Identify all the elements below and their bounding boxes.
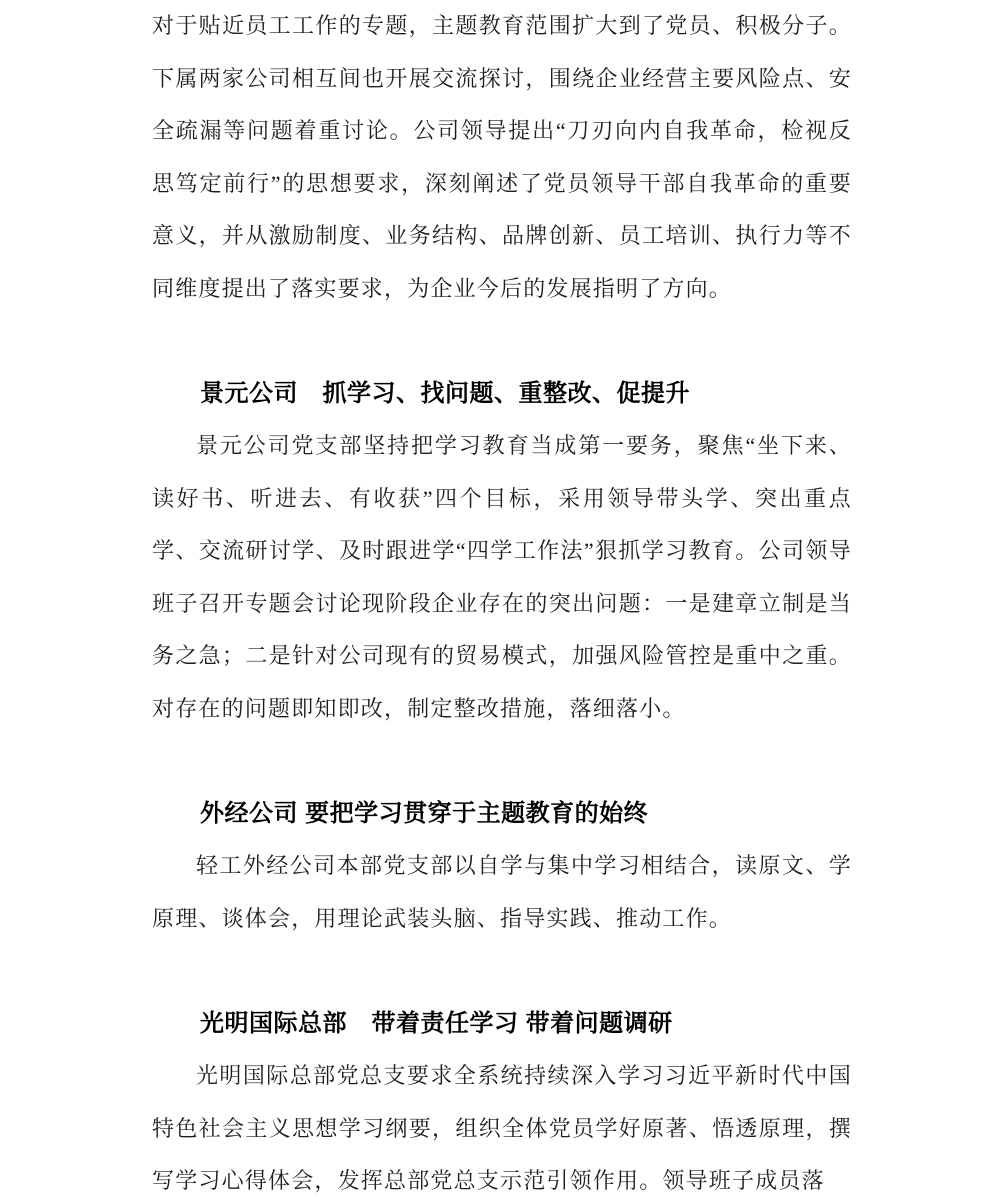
- paragraph-waijing-company: 轻工外经公司本部党支部以自学与集中学习相结合，读原文、学原理、谈体会，用理论武装头脑、指导实践、推动工作。: [152, 853, 852, 931]
- section-heading-waijing-company: 外经公司 要把学习贯穿于主题教育的始终: [200, 799, 649, 827]
- paragraph-jingyuan-company: 景元公司党支部坚持把学习教育当成第一要务，聚焦“坐下来、读好书、听进去、有收获”四个目标，采用领导带头学、突出重点学、交流研讨学、及时跟进学“四学工作法”狠抓学习教育。公司领导班子召开专题会讨论现阶段企业存在的突出问题：一是建章立制是当务之急；二是针对公司现有的贸易模式，加强风险管控是重中之重。对存在的问题即知即改，制定整改措施，落细落小。: [152, 433, 852, 721]
- paragraph-continuation-theme-education: 对于贴近员工工作的专题，主题教育范围扩大到了党员、积极分子。下属两家公司相互间也开展交流探讨，围绕企业经营主要风险点、安全疏漏等问题着重讨论。公司领导提出“刀刃向内自我革命，检视反思笃定前行”的思想要求，深刻阐述了党员领导干部自我革命的重要意义，并从激励制度、业务结构、品牌创新、员工培训、执行力等不同维度提出了落实要求，为企业今后的发展指明了方向。: [152, 13, 852, 301]
- paragraph-guangming-international-hq: 光明国际总部党总支要求全系统持续深入学习习近平新时代中国特色社会主义思想学习纲要，组织全体党员学好原著、悟透原理，撰写学习心得体会，发挥总部党总支示范引领作用。领导班子成员落: [152, 1063, 852, 1193]
- section-heading-guangming-international-hq: 光明国际总部 带着责任学习 带着问题调研: [200, 1009, 673, 1037]
- section-heading-jingyuan-company: 景元公司 抓学习、找问题、重整改、促提升: [200, 379, 690, 407]
